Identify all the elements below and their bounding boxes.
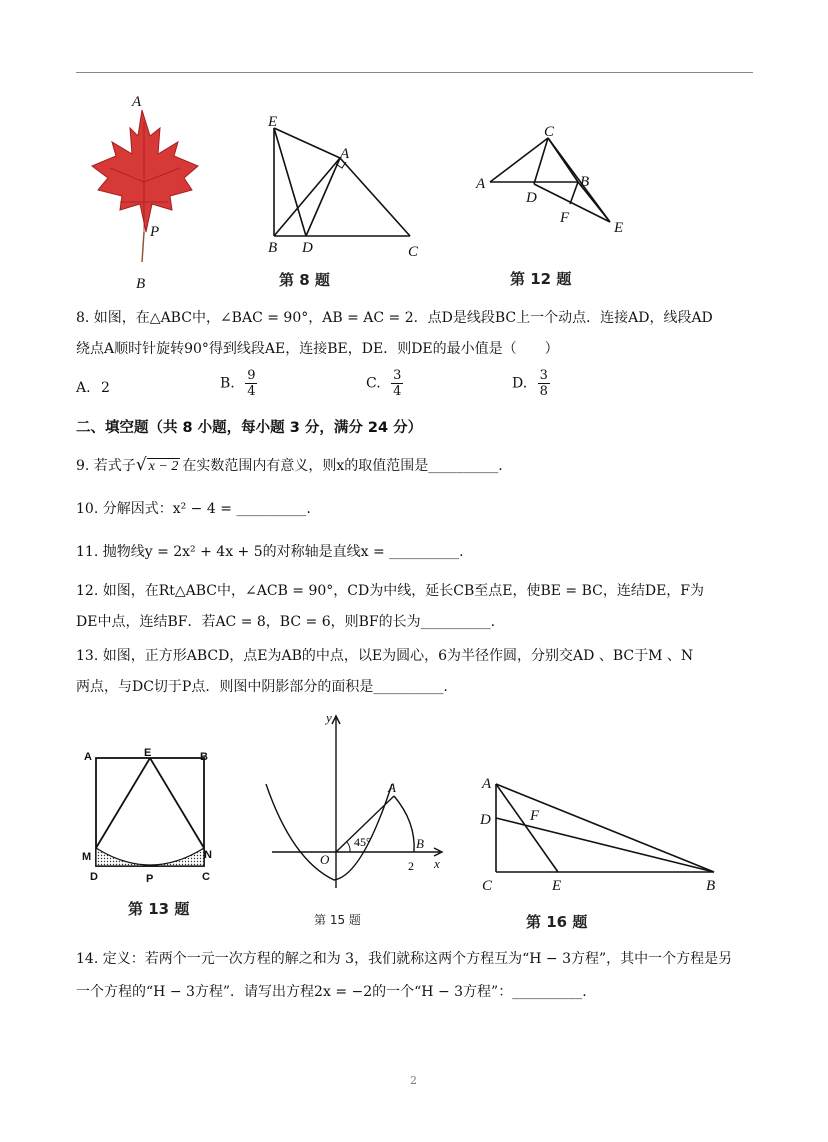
q9-radicand: x − 2 xyxy=(148,459,179,474)
figure-13 xyxy=(82,746,222,886)
figure-16 xyxy=(476,772,726,892)
fig13-caption: 第 13 题 xyxy=(128,900,190,918)
q8-option-c-den: 4 xyxy=(393,384,402,399)
fig12-label-a: A xyxy=(476,176,486,192)
maple-leaf-icon xyxy=(92,110,198,232)
fig8-caption: 第 8 题 xyxy=(279,271,330,289)
fig13-shaded-region xyxy=(96,848,204,866)
q8-option-b-fraction xyxy=(245,368,257,399)
leaf-label-b: B xyxy=(136,276,146,292)
leaf-label-a: A xyxy=(132,94,142,110)
q8-option-b xyxy=(220,368,257,399)
q12-line1: 12. 如图，在Rt△ABC中，∠ACB = 90°，CD为中线，延长CB至点E，使BE = BC，连结DE，F为 xyxy=(76,583,705,599)
figure-15 xyxy=(262,710,452,910)
fig13-label-d: D xyxy=(90,871,98,883)
fig16-caption: 第 16 题 xyxy=(526,913,588,931)
maple-leaf-figure xyxy=(80,92,210,292)
q8-option-d-num: 3 xyxy=(539,368,548,383)
page-number: 2 xyxy=(410,1074,417,1087)
fig15-label-o: O xyxy=(320,852,330,867)
fig13-label-a: A xyxy=(84,751,92,763)
fig12-caption: 第 12 题 xyxy=(510,270,572,288)
fig12-label-b: B xyxy=(580,174,590,190)
fig13-label-m: M xyxy=(82,851,92,863)
fig12-label-c: C xyxy=(544,124,555,140)
q8-option-c-fraction xyxy=(391,368,403,399)
fig13-label-c: C xyxy=(202,871,210,883)
leaf-label-p: P xyxy=(150,224,160,240)
q8-option-b-num: 9 xyxy=(247,368,256,383)
q8-option-d xyxy=(512,368,550,399)
q11-line: 11. 抛物线y = 2x² + 4x + 5的对称轴是直线x = __________. xyxy=(76,544,464,560)
q8-option-d-fraction xyxy=(538,368,550,399)
q8-option-c-label: C. xyxy=(366,375,381,392)
q9-line xyxy=(76,455,503,477)
q14-line1: 14. 定义：若两个一元一次方程的解之和为 3，我们就称这两个方程互为“H − 3方程”，其中一个方程是另 xyxy=(76,951,733,967)
q8-line2: 绕点A顺时针旋转90°得到线段AE，连接BE，DE．则DE的最小值是（ ） xyxy=(76,341,559,357)
fig16-label-c: C xyxy=(482,878,493,894)
q8-option-b-label: B. xyxy=(220,375,235,392)
q13-line2: 两点，与DC切于P点．则图中阴影部分的面积是__________. xyxy=(76,679,448,695)
q12-line2: DE中点，连结BF．若AC = 8，BC = 6，则BF的长为__________. xyxy=(76,614,496,630)
q14-line2: 一个方程的“H − 3方程”．请写出方程2x = −2的一个“H − 3方程”：__________. xyxy=(76,984,587,1000)
fig12-label-e: E xyxy=(614,220,624,236)
fig16-label-d: D xyxy=(480,812,491,828)
figure-8 xyxy=(262,112,432,262)
fig8-label-c: C xyxy=(408,244,419,260)
figure-12 xyxy=(474,120,634,240)
header-rule xyxy=(76,72,753,73)
fig16-label-f: F xyxy=(530,808,540,824)
q13-line1: 13. 如图，正方形ABCD，点E为AB的中点，以E为圆心，6为半径作圆，分别交AD 、BC于M 、N xyxy=(76,648,694,664)
fig15-label-b: B xyxy=(416,836,424,851)
fig12-label-f: F xyxy=(560,210,570,226)
fig16-label-b: B xyxy=(706,878,716,894)
fig13-label-b: B xyxy=(200,751,208,763)
fig13-label-n: N xyxy=(204,849,212,861)
q8-line1: 8. 如图，在△ABC中，∠BAC = 90°，AB = AC = 2．点D是线段BC上一个动点．连接AD，线段AD xyxy=(76,310,713,326)
section-2-heading: 二、填空题（共 8 小题，每小题 3 分，满分 24 分） xyxy=(76,420,423,436)
fig16-label-e: E xyxy=(552,878,562,894)
fig15-label-a: A xyxy=(388,780,396,795)
q8-option-d-label: D. xyxy=(512,375,528,392)
q9-post: 在实数范围内有意义，则x的取值范围是__________. xyxy=(182,458,503,474)
q8-option-a-value: 2 xyxy=(101,380,110,396)
fig15-caption: 第 15 题 xyxy=(314,913,361,927)
fig13-label-e: E xyxy=(144,747,152,759)
q8-option-b-den: 4 xyxy=(247,384,256,399)
q8-option-c-num: 3 xyxy=(393,368,402,383)
radical-icon: √ xyxy=(135,455,147,475)
q8-option-d-den: 8 xyxy=(539,384,548,399)
fig15-label-y: y xyxy=(326,710,332,725)
q8-option-a-label: A. xyxy=(76,380,91,396)
fig12-label-d: D xyxy=(526,190,537,206)
fig8-label-a: A xyxy=(340,146,350,162)
fig15-label-x: x xyxy=(434,856,440,871)
fig15-label-angle: 45° xyxy=(354,835,371,849)
fig8-label-e: E xyxy=(268,114,278,130)
fig16-label-a: A xyxy=(482,776,492,792)
q8-option-c xyxy=(366,368,403,399)
fig8-label-d: D xyxy=(302,240,313,256)
fig15-label-two: 2 xyxy=(408,859,414,873)
q8-option-a xyxy=(76,378,110,398)
q10-line: 10. 分解因式：x² − 4 = __________. xyxy=(76,501,311,517)
fig8-label-b: B xyxy=(268,240,278,256)
fig13-label-p: P xyxy=(146,873,154,885)
q9-pre: 9. 若式子 xyxy=(76,458,136,474)
